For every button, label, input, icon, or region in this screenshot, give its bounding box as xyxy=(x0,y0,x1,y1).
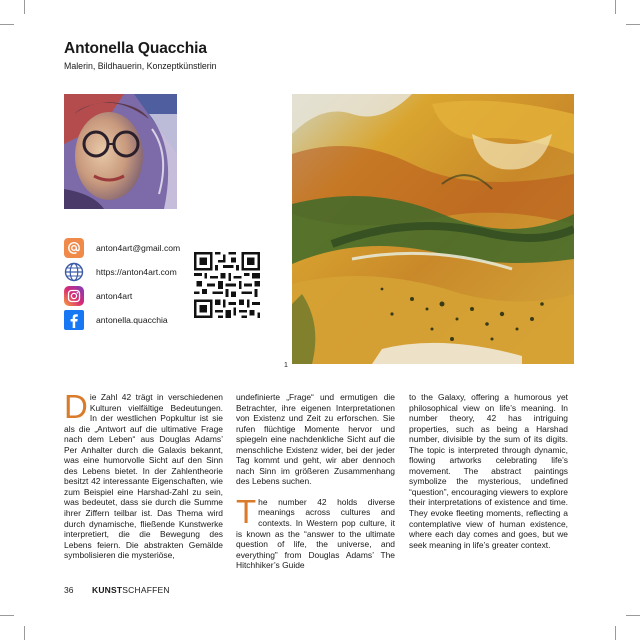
crop-mark xyxy=(626,24,640,25)
contact-facebook[interactable] xyxy=(64,310,194,330)
text-column-2 xyxy=(236,392,395,571)
dropcap-en: T xyxy=(236,492,257,530)
qr-code[interactable] xyxy=(194,252,260,318)
contact-email[interactable] xyxy=(64,238,194,258)
crop-mark xyxy=(24,0,25,14)
contact-website[interactable] xyxy=(64,262,194,282)
german-paragraph xyxy=(64,388,223,561)
english-paragraph-cont xyxy=(409,392,568,550)
contact-instagram-text: anton4art xyxy=(96,291,133,301)
figure-number: 1 xyxy=(284,362,288,369)
german-text-part-1: ie Zahl 42 trägt in verschiedenen Kulturen vielfältige Bedeutungen. In der westlichen Popkultur ist sie als die „Antwort auf die ultimative Frage nach dem Leben“ aus Douglas Adams’ Per Anhalter durch die Galaxis bekannt, was eine humorvolle Sicht auf den Sinn des Lebens bietet. In der Zahlentheorie besitzt 42 interessante Eigenschaften, wie zum Beispiel eine Harshad-Zahl zu sein, was bedeutet, dass sie durch die Summe ihrer Ziffern teilbar ist. Das Thema wird durch dynamische, fließende Kunstwerke interpretiert, die die Bewegung des Lebens feiern. Die abstrakten Gemälde symbolisieren die mysteriöse, xyxy=(64,392,223,561)
artwork-painting xyxy=(292,94,574,364)
contact-instagram[interactable] xyxy=(64,286,194,306)
crop-mark xyxy=(0,24,14,25)
text-column-1 xyxy=(64,388,223,561)
contact-facebook-text: antonella.quacchia xyxy=(96,315,168,325)
at-icon xyxy=(64,238,84,258)
german-text-part-2: undefinierte „Frage“ und ermutigen die Betrachter, ihre eigenen Interpretationen von Existenz und Zeit zu erforschen. Sie rufen flüchtige Momente hervor und spiegeln eine nachdenkliche Sicht auf die menschliche Existenz wider, bei der jeder Tag kommt und geht, wir aber dennoch nach Sinn im größeren Zusammenhang des Lebens suchen. xyxy=(236,392,395,487)
instagram-icon xyxy=(64,286,84,306)
text-column-3 xyxy=(409,392,568,550)
crop-mark xyxy=(0,615,14,616)
crop-mark xyxy=(615,0,616,14)
globe-icon xyxy=(64,262,84,282)
facebook-icon xyxy=(64,310,84,330)
crop-mark xyxy=(626,615,640,616)
artist-portrait xyxy=(64,94,177,209)
magazine-brand xyxy=(92,585,170,595)
contact-website-text: https://anton4art.com xyxy=(96,267,177,277)
english-paragraph xyxy=(236,492,395,571)
artist-subtitle: Malerin, Bildhauerin, Konzeptkünstlerin xyxy=(64,61,217,71)
english-text-part-2: to the Galaxy, offering a humorous yet philosophical view on life’s meaning. In number theory, 42 has intriguing properties, such as being a Harshad number, divisible by the sum of its digits. The topic is interpreted through dynamic, flowing artworks celebrating life’s movement. The abstract paintings symbolize the mysterious, undefined “question”, encouraging viewers to explore their interpretations of existence and time. They evoke fleeting moments, reflecting a contemplative view of human existence, where each day comes and goes, but we seek meaning in life’s greater context. xyxy=(409,392,568,550)
english-text-part-1: he number 42 holds diverse meanings across cultures and contexts. In Western pop culture, it is known as the “answer to the ultimate question of life, the universe, and everything” from Douglas Adams’ The Hitchhiker’s Guide xyxy=(236,496,395,571)
page-number: 36 xyxy=(64,585,74,595)
artist-name: Antonella Quacchia xyxy=(64,40,207,57)
contact-email-text: anton4art@gmail.com xyxy=(96,243,181,253)
dropcap-de: D xyxy=(64,388,88,425)
brand-rest: SCHAFFEN xyxy=(122,585,170,595)
crop-mark xyxy=(24,626,25,640)
german-paragraph-cont xyxy=(236,392,395,487)
crop-mark xyxy=(615,626,616,640)
brand-bold: KUNST xyxy=(92,585,123,595)
